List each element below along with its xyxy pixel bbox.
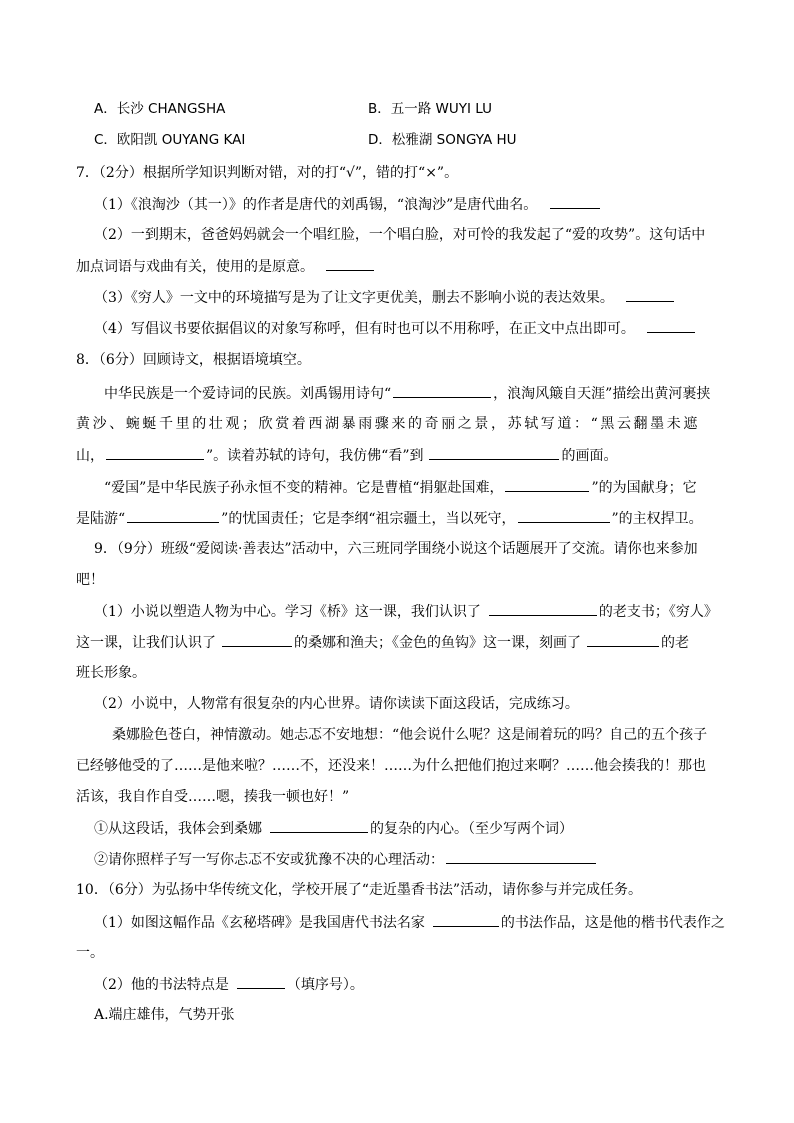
- option-d: D．松雅湖 SONGYA HU: [368, 132, 517, 148]
- fill-blank: [393, 383, 491, 398]
- q8-p1-line1-a: 中华民族是一个爱诗词的民族。刘禹锡用诗句“: [104, 386, 392, 402]
- answer-blank: [626, 287, 674, 302]
- fill-blank: [270, 818, 368, 833]
- fill-blank: [106, 445, 204, 460]
- q9-s1-line2-a: 这一课，让我们认识了: [76, 635, 216, 651]
- q9-s1-line1-b: 的老支书；《穷人》: [598, 604, 718, 620]
- fill-blank: [446, 849, 596, 864]
- q9-quote-line2: 已经够他受的了……是他来啦？……不，还没来！……为什么把他们抱过来啊？……他会揍我的！那也: [76, 758, 706, 774]
- q7-item-2-cont-text: 加点词语与戏曲有关，使用的是原意。: [76, 259, 314, 275]
- q10-s1-line1-a: （1）如图这幅作品《玄秘塔碑》是我国唐代书法名家: [94, 915, 425, 931]
- q8-p1-line1-b: ，浪淘风簸自天涯”描绘出黄河裹挟: [493, 386, 711, 402]
- q8-p2-line1: [104, 477, 697, 498]
- q7-item-4-text: （4）写倡议书要依据倡议的对象写称呼，但有时也可以不用称呼，在正文中点出即可。: [94, 321, 635, 337]
- fill-blank: [587, 632, 659, 647]
- q9-s1-line2-c: 的老: [661, 635, 689, 651]
- q7-item-2: （2）一到期末，爸爸妈妈就会一个唱红脸，一个唱白脸，对可怜的我发起了“爱的攻势”。这句话中: [94, 227, 706, 243]
- q8-p2-line2: [76, 508, 703, 529]
- fill-blank: [518, 508, 610, 523]
- q9-s1-line1: [94, 601, 718, 622]
- q10-option-a: A.端庄雄伟，气势开张: [94, 1007, 235, 1023]
- q9-c2: [94, 849, 598, 870]
- q10-s1-line1-b: 的书法作品，这是他的楷书代表作之: [500, 915, 725, 931]
- q8-p2-line2-a: 是陆游“: [76, 511, 126, 527]
- q8-p1-line3-a: 山，: [76, 448, 104, 464]
- q10-header: 10．（6分）为弘扬中华传统文化，学校开展了“走近墨香书法”活动，请你参与并完成任务。: [76, 882, 643, 898]
- q9-header-line1: 9．（9分）班级“爱阅读·善表达”活动中，六三班同学围绕小说这个话题展开了交流。请你也来参加: [94, 541, 698, 557]
- q8-p2-line1-a: “爱国”是中华民族子孙永恒不变的精神。它是曹植“捐躯赴国难，: [104, 480, 504, 496]
- answer-blank: [550, 194, 600, 209]
- q9-s2: （2）小说中，人物常有很复杂的内心世界。请你读读下面这段话，完成练习。: [94, 696, 579, 712]
- q8-p1-line3-c: 的画面。: [561, 448, 618, 464]
- q7-item-2-cont: [76, 256, 376, 277]
- q9-s1-line2: [76, 632, 689, 653]
- q8-p2-line1-b: ”的为国献身；它: [591, 480, 697, 496]
- q8-p2-line2-c: ”的主权捍卫。: [611, 511, 703, 527]
- q9-s1-line3: 班长形象。: [76, 665, 146, 681]
- q8-p1-line3: [76, 445, 617, 466]
- fill-blank: [127, 508, 219, 523]
- option-b: B．五一路 WUYI LU: [368, 101, 493, 117]
- fill-blank: [222, 632, 292, 647]
- fill-blank: [433, 912, 499, 927]
- q9-c1-b: 的复杂的内心。（至少写两个词）: [370, 821, 573, 837]
- q7-item-3-text: （3）《穷人》一文中的环境描写是为了让文字更优美，删去不影响小说的表达效果。: [94, 290, 614, 306]
- q10-s2-b: （填序号）。: [286, 977, 364, 993]
- q9-c1-a: ①从这段话，我体会到桑娜: [94, 821, 262, 837]
- q9-header-line2: 吧！: [76, 572, 104, 588]
- fill-blank: [237, 974, 285, 989]
- q9-quote-line3: 活该，我自作自受……嗯，揍我一顿也好！”: [76, 789, 350, 805]
- q9-c1: [94, 818, 573, 839]
- fill-blank: [489, 601, 597, 616]
- q8-p1-line3-b: ”。读着苏轼的诗句，我仿佛“看”到: [206, 448, 424, 464]
- q7-item-3: [94, 287, 676, 308]
- option-c: C．欧阳凯 OUYANG KAI: [94, 132, 246, 148]
- q10-s1-line2: 一。: [76, 945, 104, 961]
- answer-blank: [647, 318, 695, 333]
- q9-quote-line1: 桑娜脸色苍白，神情激动。她忐忑不安地想：“他会说什么呢？这是闹着玩的吗？自己的五个孩子: [112, 727, 708, 743]
- answer-blank: [326, 256, 374, 271]
- q7-header: 7．（2分）根据所学知识判断对错，对的打“√”，错的打“×”。: [76, 165, 459, 181]
- fill-blank: [505, 477, 589, 492]
- fill-blank: [429, 445, 559, 460]
- q9-s1-line2-b: 的桑娜和渔夫；《金色的鱼钩》这一课，刻画了: [294, 635, 581, 651]
- q10-s2: [94, 974, 364, 995]
- q7-item-4: [94, 318, 697, 339]
- q10-s2-a: （2）他的书法特点是: [94, 977, 229, 993]
- q8-p1-line2: 黄沙、蜿蜒千里的壮观；欣赏着西湖暴雨骤来的奇丽之景，苏轼写道：“黑云翻墨未遮: [76, 416, 700, 432]
- q9-s1-line1-a: （1）小说以塑造人物为中心。学习《桥》这一课，我们认识了: [94, 604, 481, 620]
- q8-p1-line1: [104, 383, 710, 404]
- q10-s1-line1: [94, 912, 725, 933]
- q9-c2-text: ②请你照样子写一写你忐忑不安或犹豫不决的心理活动：: [94, 852, 444, 868]
- q8-header: 8．（6分）回顾诗文，根据语境填空。: [76, 352, 311, 368]
- q7-item-1-text: （1）《浪淘沙（其一）》的作者是唐代的刘禹锡，“浪淘沙”是唐代曲名。: [94, 197, 538, 213]
- q7-item-1: [94, 194, 602, 215]
- q8-p2-line2-b: ”的忧国责任；它是李纲“祖宗疆土，当以死守，: [221, 511, 516, 527]
- option-a: A．长沙 CHANGSHA: [94, 101, 226, 117]
